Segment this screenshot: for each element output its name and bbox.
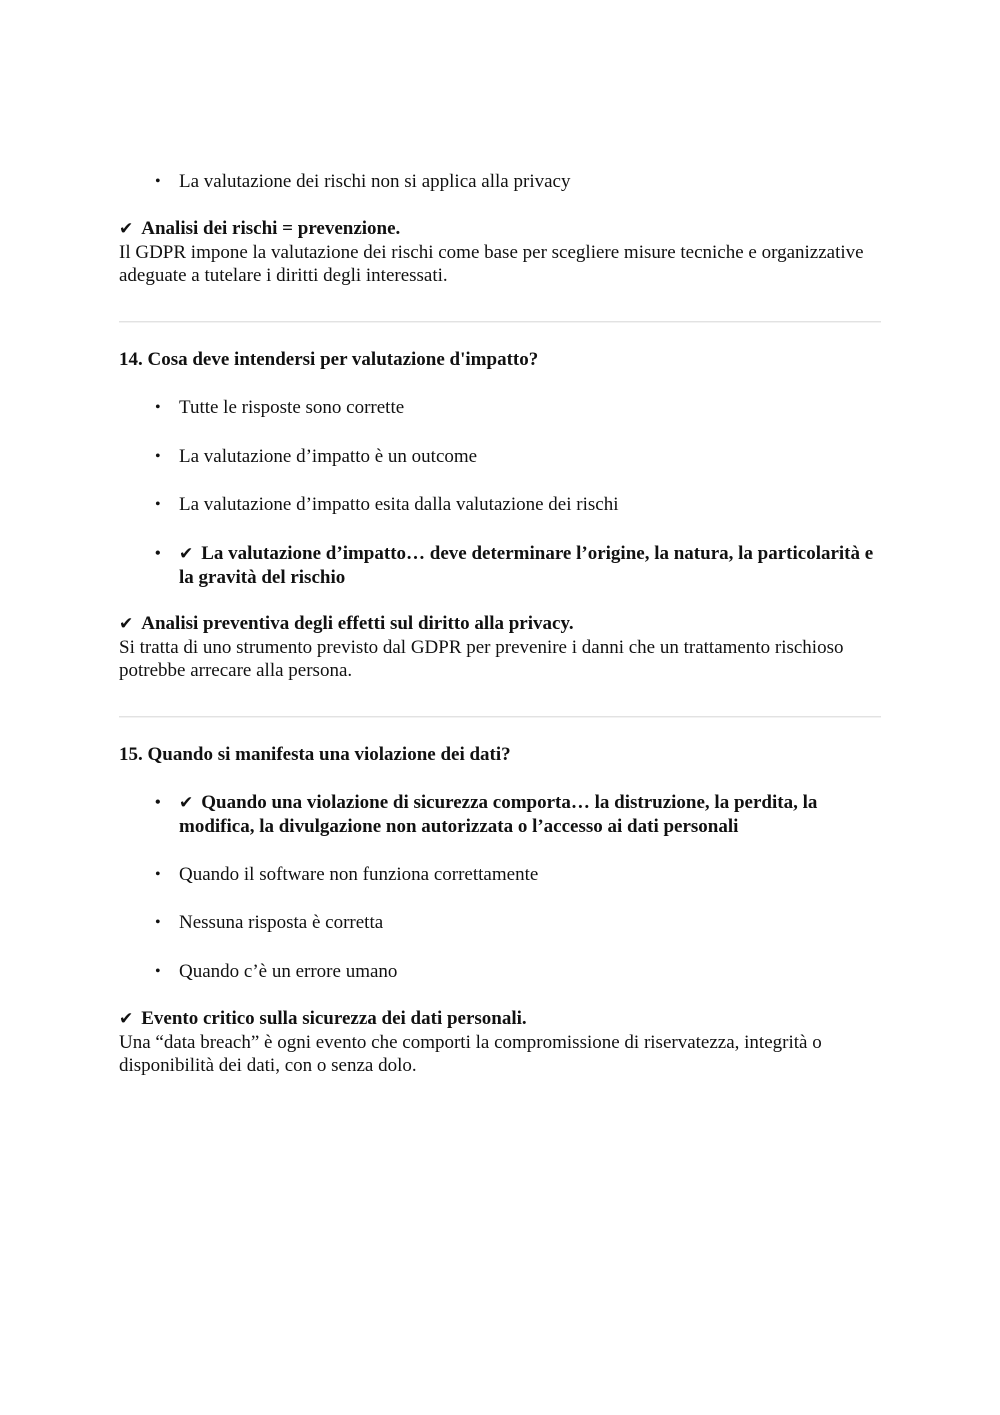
bullet-icon: • <box>155 496 161 513</box>
option-text: La valutazione d’impatto è un outcome <box>179 446 478 467</box>
summary-text: Si tratta di uno strumento previsto dal GDPR per prevenire i danni che un trattamento rischioso potrebbe arrecare alla persona. <box>119 637 844 681</box>
option-text: La valutazione dei rischi non si applica alla privacy <box>179 171 571 192</box>
option-text: Quando c’è un errore umano <box>179 961 398 982</box>
question-15 <box>119 743 881 766</box>
section-13-summary <box>119 217 881 287</box>
option-text: Nessuna risposta è corretta <box>179 912 384 933</box>
check-icon: ✔ <box>179 793 194 813</box>
option-item <box>119 493 881 516</box>
option-text: La valutazione d’impatto… deve determinare l’origine, la natura, la particolarità e la gravità del rischio <box>179 543 874 588</box>
check-icon: ✔ <box>119 219 134 239</box>
question-15-option-2-wrap <box>119 863 881 886</box>
summary-text: Il GDPR impone la valutazione dei rischi come base per scegliere misure tecniche e organizzative adeguate a tutelare i diritti degli interessati. <box>119 242 864 286</box>
bullet-icon: • <box>155 399 161 416</box>
question-14-summary <box>119 612 881 682</box>
question-15-option-3-wrap <box>119 911 881 934</box>
summary-title-text: Analisi dei rischi = prevenzione. <box>141 218 401 239</box>
bullet-icon: • <box>155 963 161 980</box>
option-item <box>119 911 881 934</box>
option-text: La valutazione d’impatto esita dalla valutazione dei rischi <box>179 494 619 515</box>
section-divider <box>119 321 881 323</box>
question-14-option-4-wrap <box>119 542 881 589</box>
option-item <box>119 960 881 983</box>
question-14-option-3-wrap <box>119 493 881 516</box>
section-13-options <box>119 170 881 193</box>
question-14-options <box>119 396 881 419</box>
correct-option-item <box>119 542 881 589</box>
summary-title <box>119 1007 881 1031</box>
question-title: 14. Cosa deve intendersi per valutazione d'impatto? <box>119 349 539 370</box>
option-item <box>119 445 881 468</box>
summary-text: Una “data breach” è ogni evento che comporti la compromissione di riservatezza, integrità o disponibilità dei dati, con o senza dolo. <box>119 1032 822 1076</box>
summary-title <box>119 612 881 636</box>
option-text: Tutte le risposte sono corrette <box>179 397 405 418</box>
option-item <box>119 170 881 193</box>
bullet-icon: • <box>155 173 161 190</box>
summary-title <box>119 217 881 241</box>
option-text: Quando il software non funziona correttamente <box>179 864 539 885</box>
check-icon: ✔ <box>119 614 134 634</box>
bullet-icon: • <box>155 914 161 931</box>
question-15-option-1-wrap <box>119 791 881 838</box>
bullet-icon: • <box>155 866 161 883</box>
option-item <box>119 863 881 886</box>
question-14 <box>119 348 881 371</box>
option-item <box>119 396 881 419</box>
check-icon: ✔ <box>119 1009 134 1029</box>
option-text: Quando una violazione di sicurezza comporta… la distruzione, la perdita, la modifica, la divulgazione non autorizzata o l’accesso ai dati personali <box>179 792 818 837</box>
question-15-option-4-wrap <box>119 960 881 983</box>
question-14-option-2-wrap <box>119 445 881 468</box>
bullet-icon: • <box>155 794 161 811</box>
question-15-summary <box>119 1007 881 1077</box>
check-icon: ✔ <box>179 544 194 564</box>
section-divider <box>119 716 881 718</box>
bullet-icon: • <box>155 448 161 465</box>
bullet-icon: • <box>155 545 161 562</box>
summary-title-text: Evento critico sulla sicurezza dei dati personali. <box>141 1008 527 1029</box>
correct-option-item <box>119 791 881 838</box>
summary-title-text: Analisi preventiva degli effetti sul diritto alla privacy. <box>141 613 574 634</box>
question-title: 15. Quando si manifesta una violazione dei dati? <box>119 744 511 765</box>
